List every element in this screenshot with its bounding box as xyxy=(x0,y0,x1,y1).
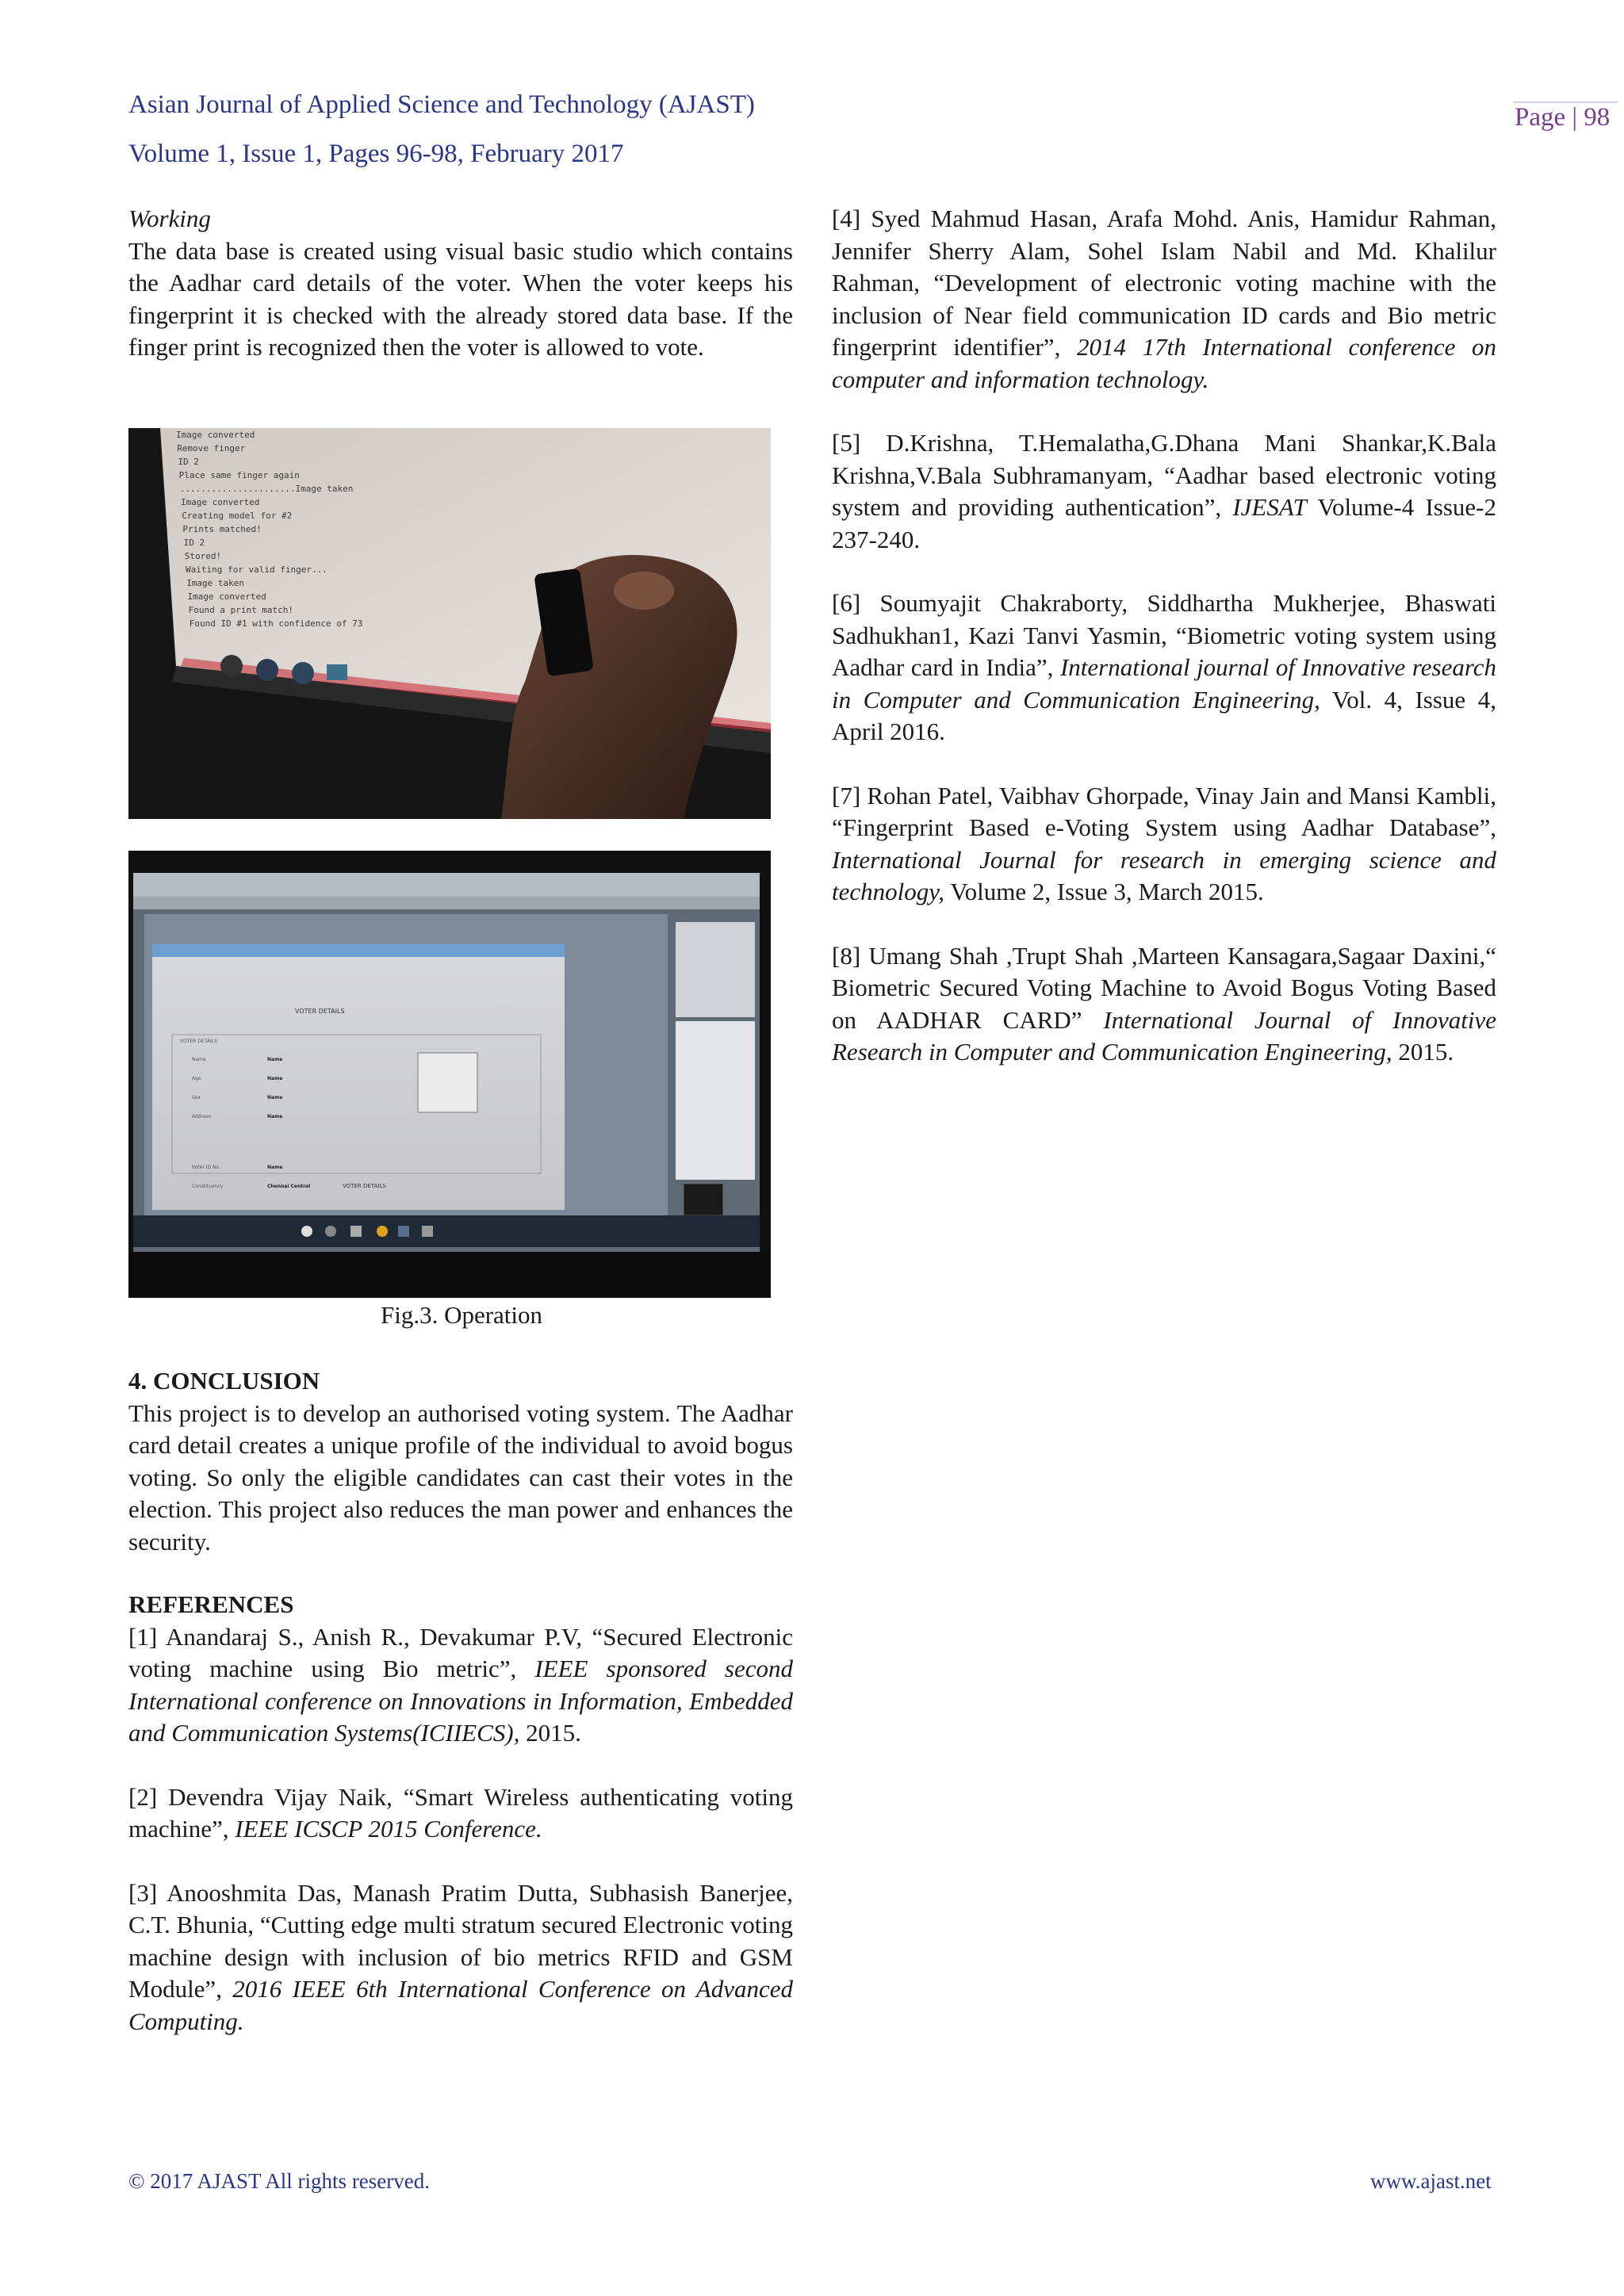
taskbar-vs-icon xyxy=(398,1226,409,1237)
field-label: Constituency xyxy=(192,1184,224,1189)
serial-line: Remove finger xyxy=(177,443,246,453)
working-text: The data base is created using visual basic studio which contains the Aadhar card details of the voter. When the voter keeps his fingerprint it is checked with the already stored data base. If the finger print is recognized then the voter is allowed to vote. xyxy=(128,236,793,361)
taskbar-chrome-icon xyxy=(377,1226,388,1237)
reference-item: [4] Syed Mahmud Hasan, Arafa Mohd. Anis, Hamidur Rahman, Jennifer Sherry Alam, Sohel Islam Nabil and Md. Khalilur Rahman, “Development of electronic voting machine with the inclusion of Near field communication ID cards and Bio metric fingerprint identifier”, 2014 17th International conference on computer and information technology. xyxy=(832,205,1496,393)
journal-title: Asian Journal of Applied Science and Technology (AJAST) xyxy=(128,90,755,119)
taskbar-explorer-icon xyxy=(350,1226,362,1237)
serial-line: Place same finger again xyxy=(178,470,300,480)
serial-line: Stored! xyxy=(184,551,222,561)
fingerprint-scan-photo xyxy=(128,428,771,819)
serial-line: Image converted xyxy=(176,430,255,440)
serial-line: Image converted xyxy=(181,497,260,507)
field-label: Name xyxy=(192,1057,206,1062)
reference-item: [8] Umang Shah ,Trupt Shah ,Marteen Kansagara,Sagaar Daxini,“ Biometric Secured Voting Machine to Avoid Bogus Voting Based on AADHAR CARD” International Journal of Innovative Research in Computer and Communication Engineering, 2015. xyxy=(832,941,1496,1066)
reference-item: [1] Anandaraj S., Anish R., Devakumar P.V, “Secured Electronic voting machine using Bio metric”, IEEE sponsored second International conference on Innovations in Information, Embedded and Communication Systems(ICIIECS), 2015. xyxy=(128,1622,793,1747)
copyright-notice: © 2017 AJAST All rights reserved. xyxy=(128,2169,431,2193)
field-value: Chennai Central xyxy=(267,1184,311,1189)
reference-item: [6] Soumyajit Chakraborty, Siddhartha Mukherjee, Bhaswati Sadhukhan1, Kazi Tanvi Yasmin, “Biometric voting system using Aadhar card in India”, International journal of Innovative research in Computer and Communication Engineering, Vol. 4, Issue 4, April 2016. xyxy=(832,589,1497,745)
field-label: Age xyxy=(192,1076,201,1081)
reference-item: [5] D.Krishna, T.Hemalatha,G.Dhana Mani Shankar,K.Bala Krishna,V.Bala Subhramanyam, “Aadhar based electronic voting system and providing authentication”, IJESAT Volume-4 Issue-2 237-240. xyxy=(832,429,1496,553)
serial-line: Found ID #1 with confidence of 73 xyxy=(189,618,363,629)
voter-details-screen xyxy=(128,851,771,1298)
serial-line: ID 2 xyxy=(178,457,199,467)
reference-item: [2] Devendra Vijay Naik, “Smart Wireless authenticating voting machine”, IEEE ICSCP 2015 Conference. xyxy=(128,1782,793,1843)
windows-taskbar xyxy=(133,1215,760,1247)
taskbar-edge-icon xyxy=(256,659,278,681)
page-number: Page | 98 xyxy=(1515,103,1611,132)
details-group-title: VOTER DETAILS xyxy=(180,1039,217,1044)
journal-volume: Volume 1, Issue 1, Pages 96-98, February 2017 xyxy=(128,140,624,168)
reference-item: [7] Rohan Patel, Vaibhav Ghorpade, Vinay Jain and Mansi Kambli, “Fingerprint Based e-Voting System using Aadhar Database”, International Journal for research in emerging science and technology, Volume 2, Issue 3, March 2015. xyxy=(832,781,1496,905)
field-value: Name xyxy=(267,1076,283,1081)
form-preview-thumbnail xyxy=(684,1184,723,1215)
reference-item: [3] Anooshmita Das, Manash Pratim Dutta, Subhasish Banerjee, C.T. Bhunia, “Cutting edge multi stratum secured Electronic voting machine design with inclusion of bio metrics RFID and GSM Module”, 2016 IEEE 6th International Conference on Advanced Computing. xyxy=(128,1878,793,2035)
taskbar-app-icon xyxy=(327,664,347,680)
working-section xyxy=(128,203,793,364)
references-title: REFERENCES xyxy=(128,1590,294,1618)
conclusion-section xyxy=(128,1365,793,1558)
voter-details-button[interactable]: VOTER DETAILS xyxy=(343,1183,386,1189)
voter-details-photo xyxy=(128,851,771,1298)
conclusion-title: 4. CONCLUSION xyxy=(128,1367,320,1395)
field-label: Sex xyxy=(192,1095,201,1100)
conclusion-text: This project is to develop an authorised voting system. The Aadhar card detail creates a unique profile of the individual to avoid bogus voting. So only the eligible candidates can cast their votes in the election. This project also reduces the man power and enhances the security. xyxy=(128,1399,793,1556)
serial-line: ......................Image taken xyxy=(179,484,354,494)
voter-photo-box xyxy=(418,1053,477,1112)
working-title: Working xyxy=(128,205,211,232)
taskbar-folder-icon xyxy=(422,1226,433,1237)
serial-line: Image taken xyxy=(186,578,245,588)
serial-line: Found a print match! xyxy=(188,605,294,615)
references-continued xyxy=(832,203,1496,1069)
taskbar-start-icon xyxy=(301,1226,312,1237)
taskbar-hp-icon xyxy=(220,655,243,677)
references-section xyxy=(128,1589,793,2038)
field-value: Name xyxy=(267,1165,283,1170)
taskbar-search-icon xyxy=(325,1226,336,1237)
figure-caption: Fig.3. Operation xyxy=(380,1301,543,1329)
field-value: Name xyxy=(267,1095,283,1100)
field-value: Name xyxy=(267,1057,283,1062)
field-label: Address xyxy=(192,1114,211,1119)
fingerprint-scan-illustration xyxy=(128,428,771,819)
serial-line: ID 2 xyxy=(183,538,205,548)
serial-line: Image converted xyxy=(187,591,266,602)
serial-line: Waiting for valid finger... xyxy=(186,564,327,575)
field-label: Voter ID No xyxy=(192,1165,220,1170)
serial-line: Creating model for #2 xyxy=(182,511,293,521)
form-title: VOTER DETAILS xyxy=(295,1008,345,1015)
serial-line: Prints matched! xyxy=(182,524,262,534)
taskbar-files-icon xyxy=(292,662,314,684)
field-value: Name xyxy=(267,1114,283,1119)
website-link[interactable]: www.ajast.net xyxy=(1370,2169,1492,2193)
